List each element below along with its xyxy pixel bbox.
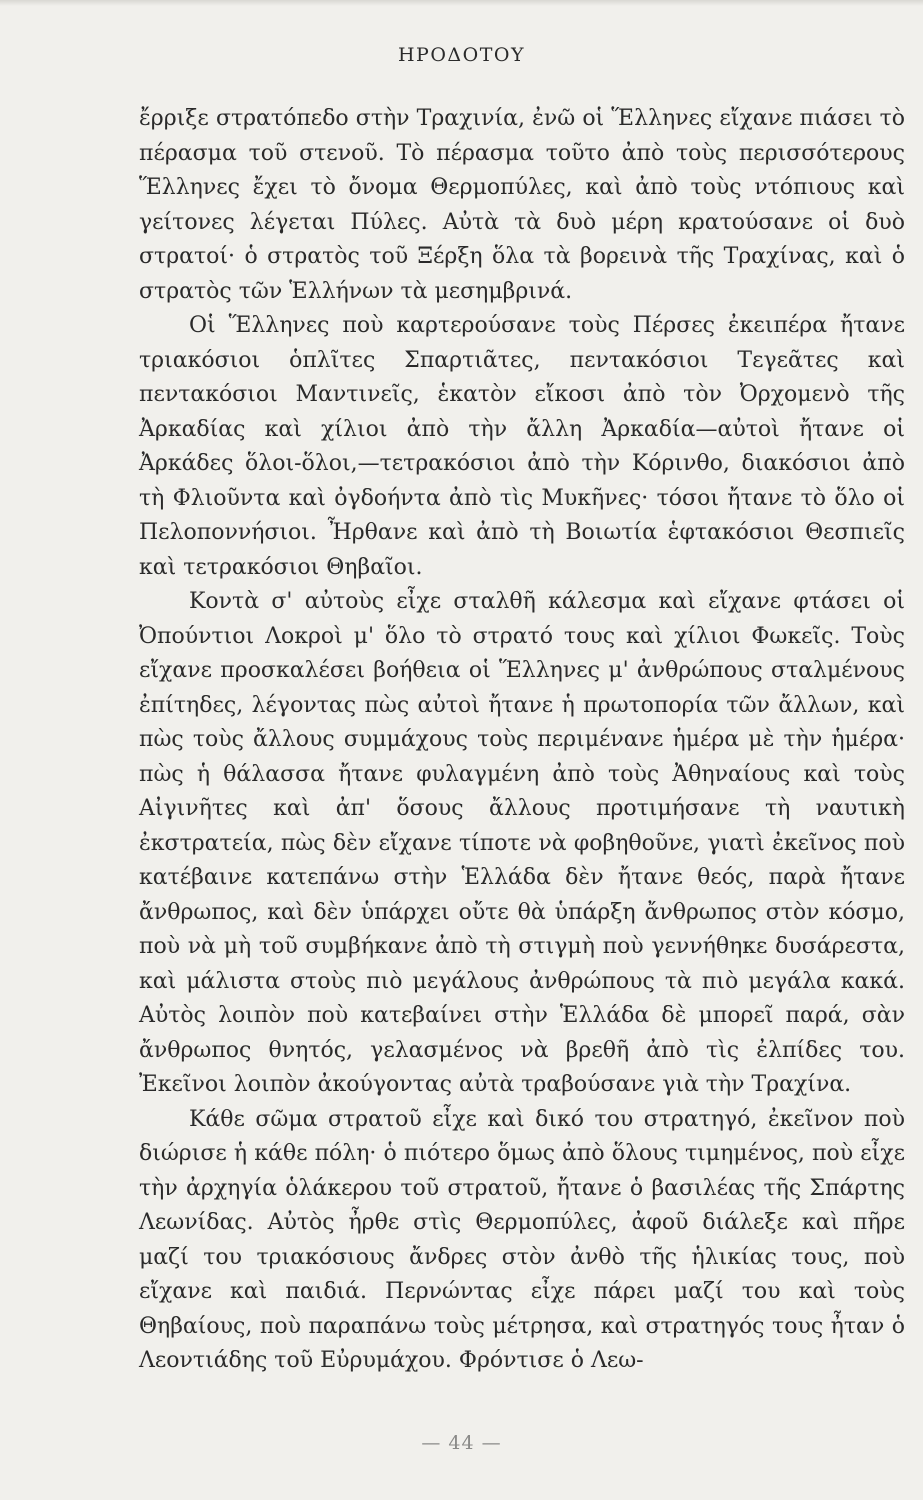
page-number: — 44 — xyxy=(421,1432,502,1454)
paragraph-4: Κάθε σῶμα στρατοῦ εἶχε καὶ δικό του στρατηγό, ἐκεῖνον ποὺ διώρισε ἡ κάθε πόλη· ὁ πιότερο ὅμως ἀπὸ ὅλους τιμημένος, ποὺ εἶχε τὴν ἀρχηγία ὁλάκερου τοῦ στρατοῦ, ἤτανε ὁ βασιλέας τῆς Σπάρτης Λεωνίδας. Αὐτὸς ἦρθε στὶς Θερμοπύλες, ἀφοῦ διάλεξε καὶ πῆρε μαζί του τριακόσιους ἄνδρες στὸν ἀνθὸ τῆς ἡλικίας τους, ποὺ εἴχανε καὶ παιδιά. Περνώντας εἶχε πάρει μαζί του καὶ τοὺς Θηβαίους, ποὺ παραπάνω τοὺς μέτρησα, καὶ στρατηγός τους ἦταν ὁ Λεοντιάδης τοῦ Εὐρυμάχου. Φρόντισε ὁ Λεω- xyxy=(139,1106,905,1373)
paragraph-2: Οἱ Ἕλληνες ποὺ καρτερούσανε τοὺς Πέρσες ἐκειπέρα ἤτανε τριακόσιοι ὁπλῖτες Σπαρτιᾶτες, πεντακόσιοι Τεγεᾶτες καὶ πεντακόσιοι Μαντινεῖς, ἑκατὸν εἴκοσι ἀπὸ τὸν Ὀρχομενὸ τῆς Ἀρκαδίας καὶ χίλιοι ἀπὸ τὴν ἄλλη Ἀρκαδία—αὐτοὶ ἤτανε οἱ Ἀρκάδες ὅλοι-ὅλοι,—τετρακόσιοι ἀπὸ τὴν Κόρινθο, διακόσιοι ἀπὸ τὴ Φλιοῦντα καὶ ὀγδοήντα ἀπὸ τὶς Μυκῆνες· τόσοι ἤτανε τὸ ὅλο οἱ Πελοποννήσιοι. Ἦρθανε καὶ ἀπὸ τὴ Βοιωτία ἑφτακόσιοι Θεσπιεῖς καὶ τετρακόσιοι Θηβαῖοι. xyxy=(139,313,905,580)
running-title: ΗΡΟΔΟΤΟΥ xyxy=(397,44,526,66)
paragraph-1: ἔρριξε στρατόπεδο στὴν Τραχινία, ἐνῶ οἱ Ἕλληνες εἴχανε πιάσει τὸ πέρασμα τοῦ στενοῦ. Τὸ πέρασμα τοῦτο ἀπὸ τοὺς περισσότερους Ἕλληνες ἔχει τὸ ὄνομα Θερμοπύλες, καὶ ἀπὸ τοὺς ντόπιους καὶ γείτονες λέγεται Πύλες. Αὐτὰ τὰ δυὸ μέρη κρατούσανε οἱ δυὸ στρατοί· ὁ στρατὸς τοῦ Ξέρξη ὅλα τὰ βορεινὰ τῆς Τραχίνας, καὶ ὁ στρατὸς τῶν Ἑλλήνων τὰ μεσημβρινά. xyxy=(139,106,905,304)
page-top-edge xyxy=(0,0,923,6)
paragraph-3: Κοντὰ σ' αὐτοὺς εἶχε σταλθῆ κάλεσμα καὶ εἴχανε φτάσει οἱ Ὀπούντιοι Λοκροὶ μ' ὅλο τὸ στρατό τους καὶ χίλιοι Φωκεῖς. Τοὺς εἴχανε προσκαλέσει βοήθεια οἱ Ἕλληνες μ' ἀνθρώπους σταλμένους ἐπίτηδες, λέγοντας πὼς αὐτοὶ ἤτανε ἡ πρωτοπορία τῶν ἄλλων, καὶ πὼς τοὺς ἄλλους συμμάχους τοὺς περιμένανε ἡμέρα μὲ τὴν ἡμέρα· πὼς ἡ θάλασσα ἤτανε φυλαγμένη ἀπὸ τοὺς Ἀθηναίους καὶ τοὺς Αἰγινῆτες καὶ ἀπ' ὅσους ἄλλους προτιμήσανε τὴ ναυτικὴ ἐκστρατεία, πὼς δὲν εἴχανε τίποτε νὰ φοβηθοῦνε, γιατὶ ἐκεῖνος ποὺ κατέβαινε κατεπάνω στὴν Ἑλλάδα δὲν ἤτανε θεός, παρὰ ἤτανε ἄνθρωπος, καὶ δὲν ὑπάρχει οὔτε θὰ ὑπάρξη ἄνθρωπος στὸν κόσμο, ποὺ νὰ μὴ τοῦ συμβήκανε ἀπὸ τὴ στιγμὴ ποὺ γεννήθηκε δυσάρεστα, καὶ μάλιστα στοὺς πιὸ μεγάλους ἀνθρώπους τὰ πιὸ μεγάλα κακά. Αὐτὸς λοιπὸν ποὺ κατεβαίνει στὴν Ἑλλάδα δὲ μπορεῖ παρά, σὰν ἄνθρωπος θνητός, γελασμένος νὰ βρεθῆ ἀπὸ τὶς ἐλπίδες του. Ἐκεῖνοι λοιπὸν ἀκούγοντας αὐτὰ τραβούσανε γιὰ τὴν Τραχίνα. xyxy=(139,589,905,1097)
body-text xyxy=(139,102,905,1379)
